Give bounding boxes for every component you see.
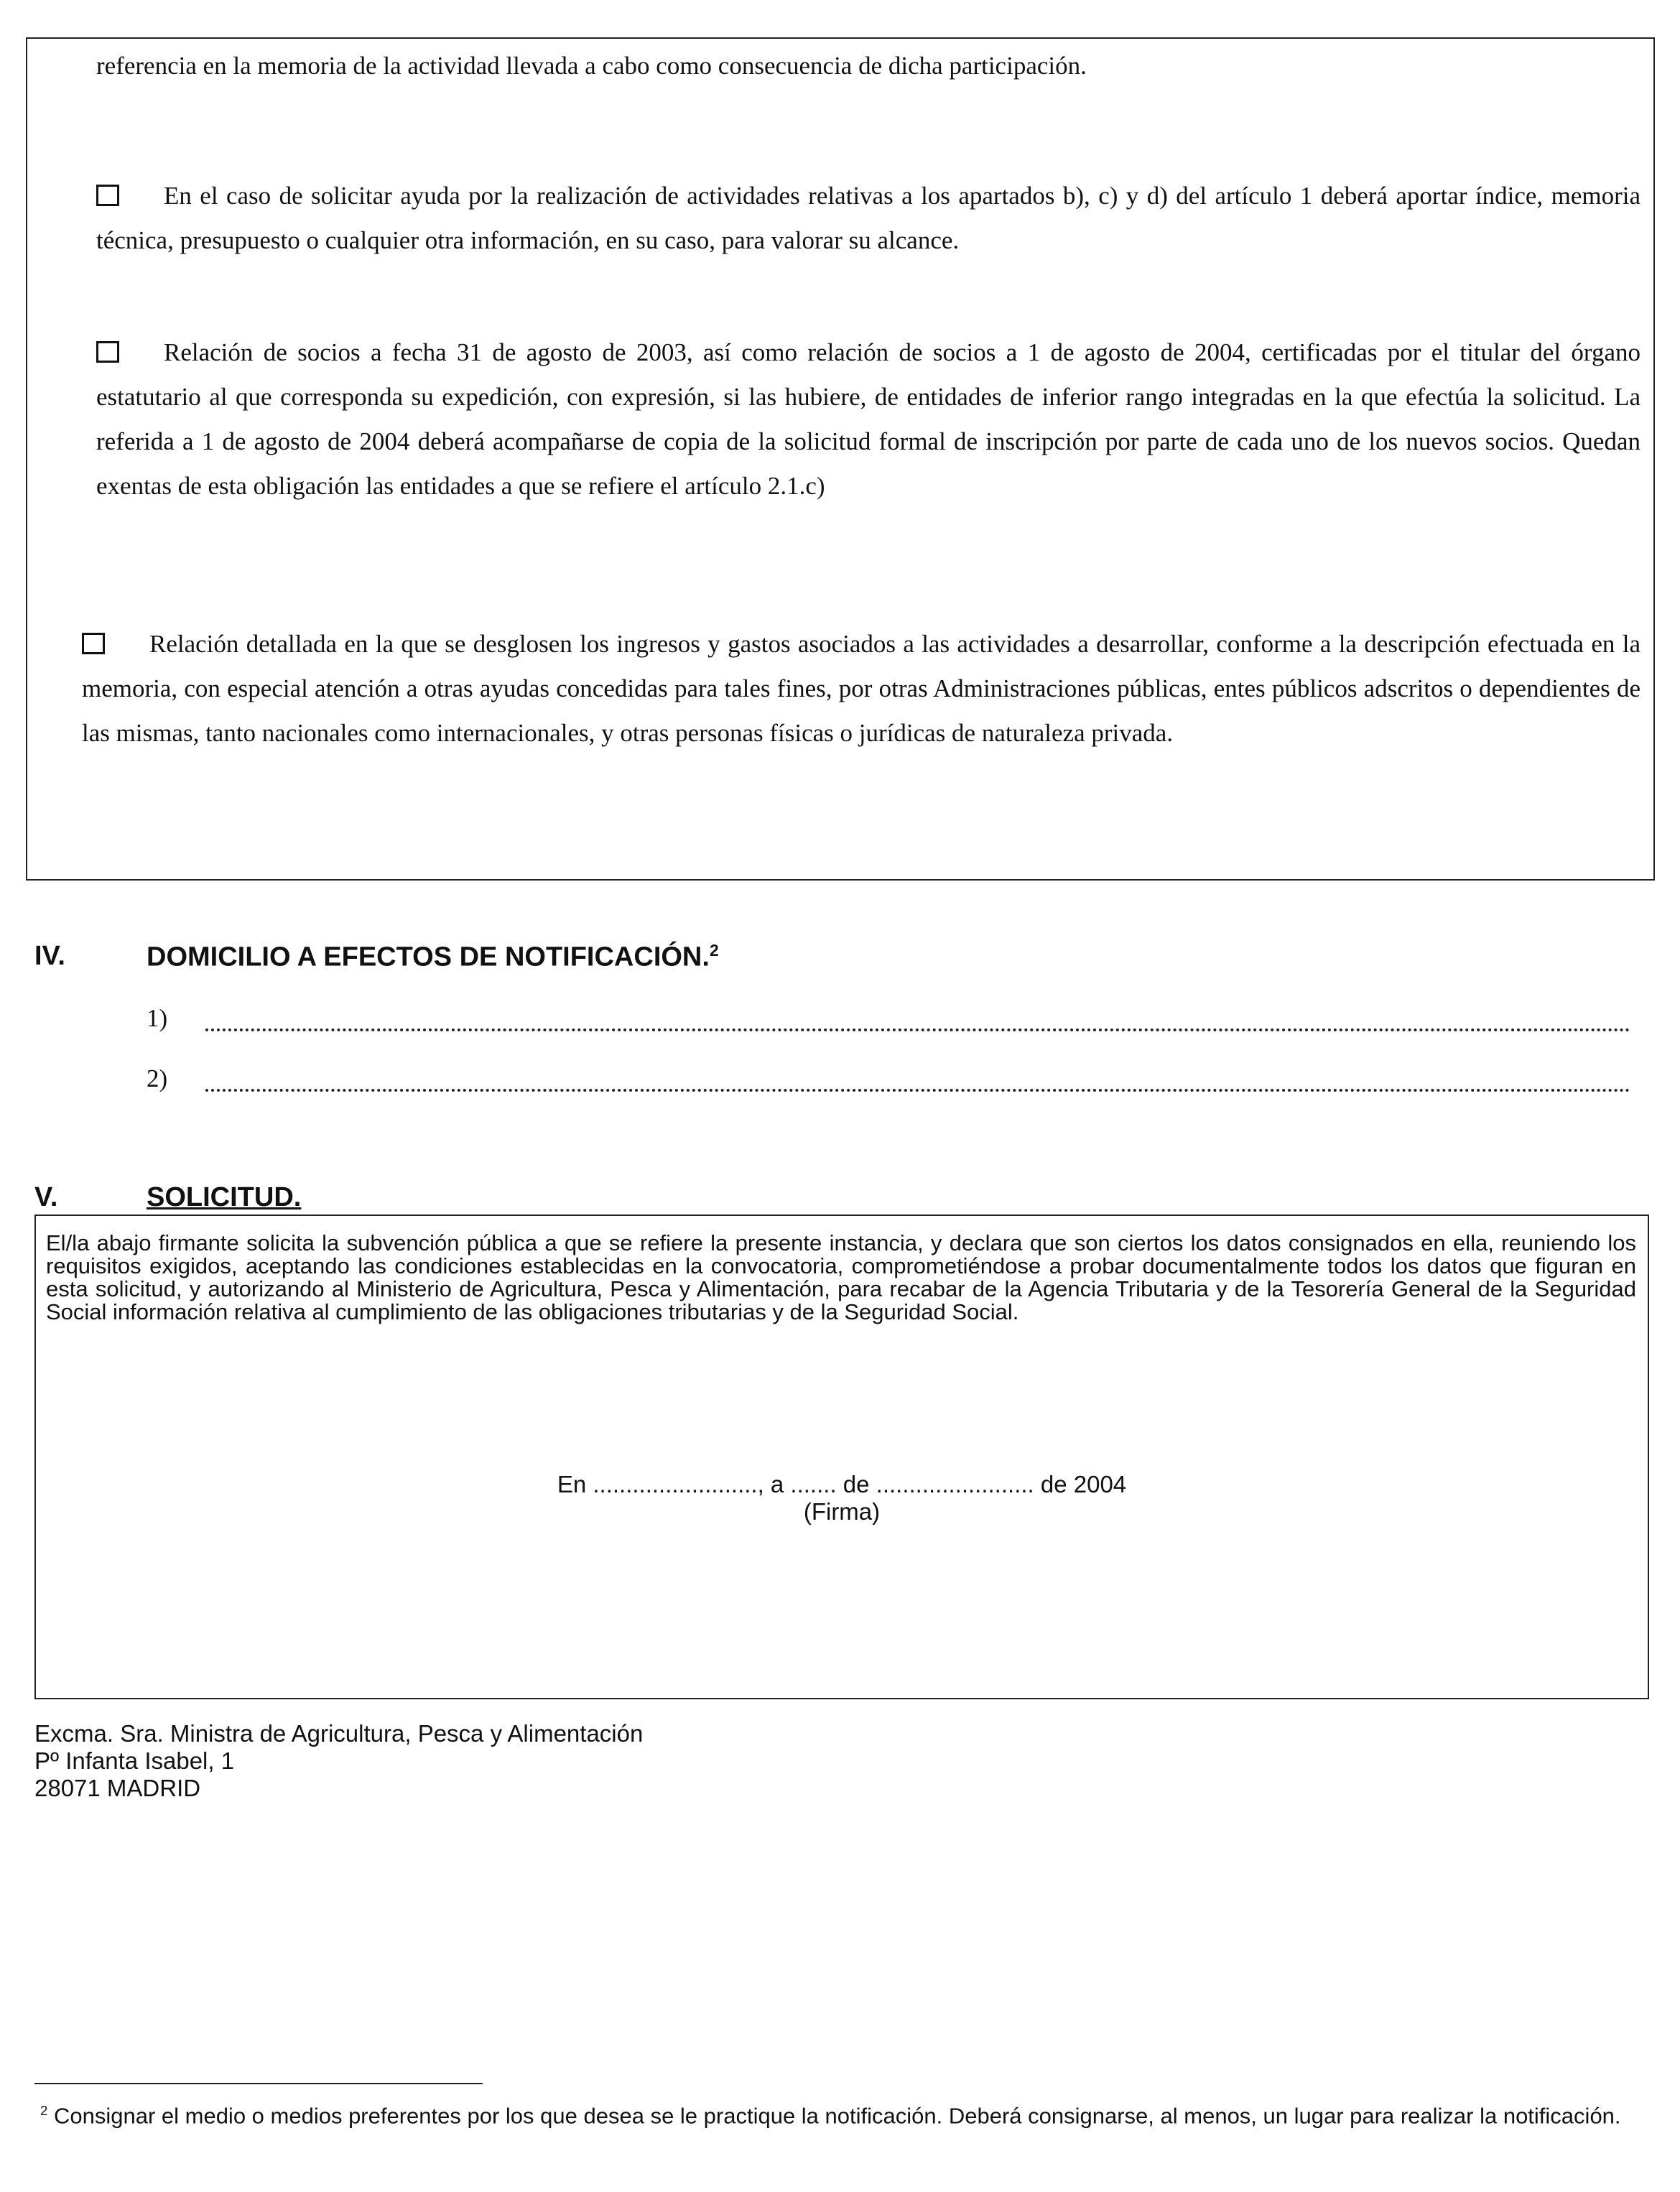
footnote-marker: 2: [40, 2103, 48, 2118]
section-number: IV.: [34, 941, 65, 971]
signature-label: (Firma): [803, 1498, 881, 1525]
declaration-text: El/la abajo firmante solicita la subvención pública a que se refiere la presente instancia, y declara que son ciertos los datos consignados en ella, reuniendo los requisitos exigidos, aceptando las condiciones establecidas en la convocatoria, comprometiéndose a probar documentalmente todos los datos que figuran en esta solicitud, y autorizando al Ministerio de Agricultura, Pesca y Alimentación, para recabar de la Agencia Tributaria y de la Tesorería General de la Seguridad Social información relativa al cumplimiento de las obligaciones tributarias y de la Seguridad Social.: [46, 1230, 1636, 1324]
checkbox[interactable]: [96, 185, 119, 206]
item-text: Relación de socios a fecha 31 de agosto de 2003, así como relación de socios a 1 de agosto de 2004, certificadas por el titular del órgano estatutario al que corresponda su expedición, con expresión, si las hubiere, de entidades de inferior rango integradas en la que efectúa la solicitud. La referida a 1 de agosto de 2004 deberá acompañarse de copia de la solicitud formal de inscripción por parte de cada uno de los nuevos socios. Quedan exentas de esta obligación las entidades a que se refiere el artículo 2.1.c): [96, 338, 1640, 500]
addressee-line: 28071 MADRID: [34, 1775, 201, 1801]
date-line[interactable]: En ........................., a ....... de ........................ de 2004: [557, 1471, 1127, 1497]
footnote-text: Consignar el medio o medios preferentes por los que desea se le practique la notificación. Deberá consignarse, al menos, un lugar para realizar la notificación.: [53, 2103, 1621, 2129]
address-line-label: 2): [147, 1064, 168, 1092]
address-line-2-field[interactable]: [205, 1089, 1630, 1092]
addressee-block: [34, 1720, 643, 1802]
address-line-label: 1): [147, 1004, 168, 1032]
continuation-text: referencia en la memoria de la actividad llevada a cabo como consecuencia de dicha participación.: [96, 52, 1087, 80]
addressee-line: Excma. Sra. Ministra de Agricultura, Pesca y Alimentación: [34, 1720, 644, 1747]
item-text: Relación detallada en la que se desglosen los ingresos y gastos asociados a las actividades a desarrollar, conforme a la descripción efectuada en la memoria, con especial atención a otras ayudas concedidas para tales fines, por otras Administraciones públicas, entes públicos adscritos o dependientes de las mismas, tanto nacionales como internacionales, y otras personas físicas o jurídicas de naturaleza privada.: [82, 630, 1640, 747]
footnote: [40, 2097, 1628, 2130]
addressee-line: Pº Infanta Isabel, 1: [34, 1747, 235, 1774]
request-box: [34, 1215, 1649, 1699]
section-title: DOMICILIO A EFECTOS DE NOTIFICACIÓN.$^2$: [147, 941, 719, 972]
list-item: [96, 174, 1640, 263]
list-item: [82, 622, 1640, 756]
section-title: SOLICITUD.: [147, 1182, 302, 1212]
list-item: [96, 330, 1640, 508]
address-line-1-field[interactable]: [205, 1028, 1630, 1031]
documentation-box: [26, 37, 1655, 881]
checkbox[interactable]: [82, 633, 105, 654]
item-text: En el caso de solicitar ayuda por la realización de actividades relativas a los apartados b), c) y d) del artículo 1 deberá aportar índice, memoria técnica, presupuesto o cualquier otra información, en su caso, para valorar su alcance.: [96, 182, 1640, 254]
footnote-rule: [34, 2083, 483, 2084]
checkbox[interactable]: [96, 341, 119, 363]
section-number: V.: [34, 1182, 58, 1212]
